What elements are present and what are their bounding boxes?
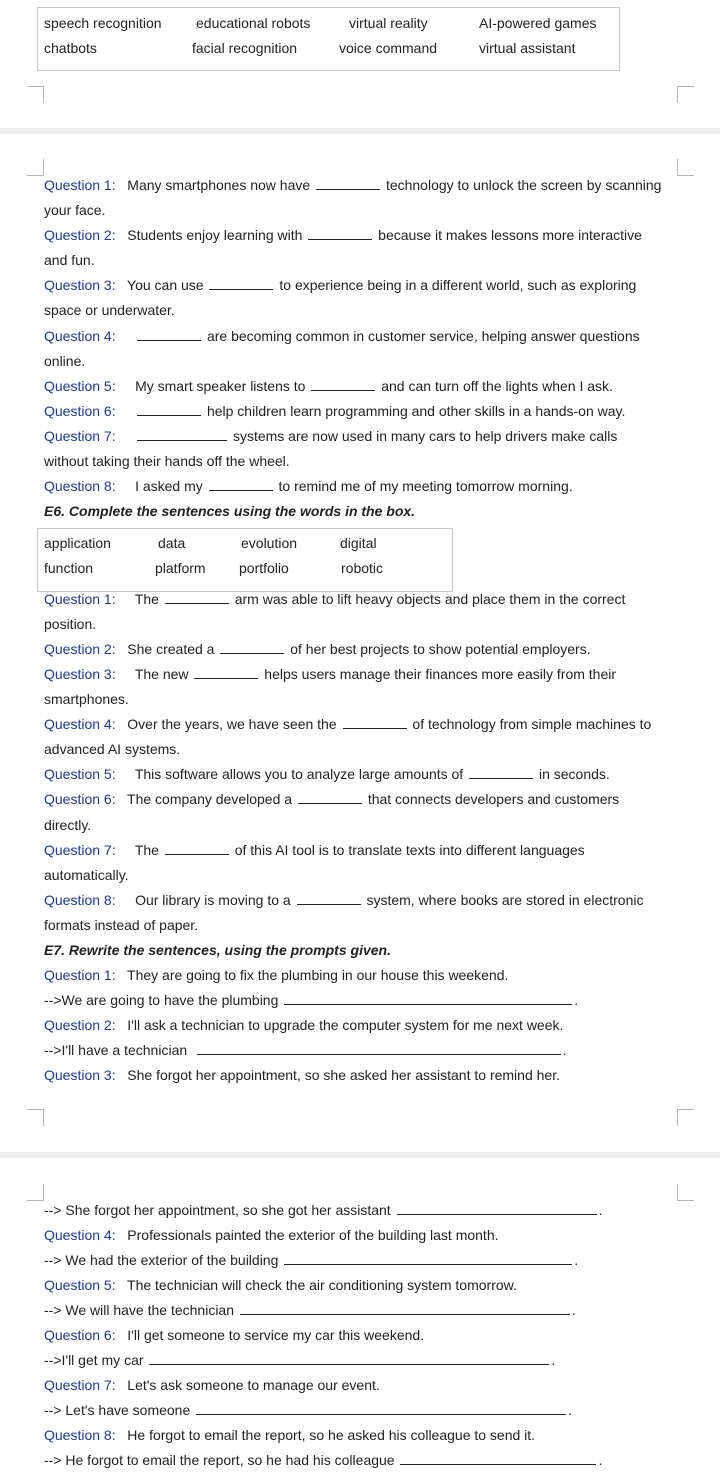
rewrite-prompt: --> Let's have someone: [44, 1402, 191, 1418]
crop-mark: [677, 86, 694, 103]
question-label: Question 4:: [44, 1227, 116, 1243]
answer-blank[interactable]: [308, 225, 372, 240]
question-text: You can use: [127, 277, 204, 293]
answer-blank[interactable]: [284, 1250, 572, 1265]
question-line: [44, 374, 613, 399]
question-line: [44, 963, 508, 988]
rewrite-prompt: --> He forgot to email the report, so he had his colleague: [44, 1452, 395, 1468]
rewrite-prompt-line: [44, 1448, 602, 1473]
question-line: [44, 1223, 499, 1248]
question-continuation: online.: [44, 353, 86, 369]
question-line: [44, 587, 625, 612]
crop-mark: [27, 1109, 44, 1126]
question-label: Question 2:: [44, 227, 116, 243]
question-line: [44, 223, 642, 248]
end-dot: .: [562, 1042, 567, 1058]
word-box-item: function: [44, 560, 94, 576]
word-box-item: speech recognition: [44, 15, 162, 31]
question-line: [44, 787, 619, 812]
word-box-item: digital: [340, 535, 377, 551]
question-label: Question 1:: [44, 177, 116, 193]
question-continuation: automatically.: [44, 867, 129, 883]
answer-blank[interactable]: [209, 476, 273, 491]
page-separator: [0, 1152, 720, 1158]
word-box-item: robotic: [341, 560, 384, 576]
question-text: that connects developers and customers: [367, 791, 620, 807]
answer-blank[interactable]: [194, 664, 258, 679]
answer-blank[interactable]: [343, 714, 407, 729]
question-label: Question 2:: [44, 641, 116, 657]
question-line: [44, 712, 651, 737]
rewrite-prompt: -->I'll have a technician: [44, 1042, 188, 1058]
crop-mark: [27, 1184, 44, 1201]
question-line: [44, 399, 625, 424]
answer-blank[interactable]: [209, 275, 273, 290]
rewrite-prompt: --> We will have the technician: [44, 1302, 234, 1318]
question-label: Question 6:: [44, 791, 116, 807]
crop-mark: [677, 159, 694, 176]
question-text: The: [134, 591, 159, 607]
question-text: are becoming common in customer service, helping answer questions: [206, 328, 640, 344]
question-label: Question 1:: [44, 967, 116, 983]
question-line: [44, 1323, 424, 1348]
question-label: Question 5:: [44, 766, 116, 782]
question-line: [44, 1273, 517, 1298]
end-dot: .: [571, 1302, 576, 1318]
question-text: Let's ask someone to manage our event.: [127, 1377, 380, 1393]
rewrite-prompt: --> We had the exterior of the building: [44, 1252, 279, 1268]
answer-blank[interactable]: [220, 639, 284, 654]
answer-blank[interactable]: [316, 175, 380, 190]
question-label: Question 3:: [44, 666, 116, 682]
rewrite-prompt: --> She forgot her appointment, so she got her assistant: [44, 1202, 391, 1218]
question-line: [44, 424, 617, 449]
question-text: Students enjoy learning with: [127, 227, 303, 243]
rewrite-prompt: -->I'll get my car: [44, 1352, 144, 1368]
question-line: [44, 662, 616, 687]
question-continuation: position.: [44, 616, 97, 632]
question-text: to remind me of my meeting tomorrow morning.: [278, 478, 573, 494]
question-text: of technology from simple machines to: [412, 716, 652, 732]
question-text: My smart speaker listens to: [135, 378, 306, 394]
question-text: and can turn off the lights when I ask.: [381, 378, 613, 394]
question-line: [44, 1373, 380, 1398]
question-label: Question 7:: [44, 1377, 116, 1393]
question-label: Question 4:: [44, 716, 116, 732]
answer-blank[interactable]: [240, 1300, 570, 1315]
answer-blank[interactable]: [137, 426, 227, 441]
question-line: [44, 888, 643, 913]
rewrite-prompt-line: [44, 988, 578, 1013]
question-continuation: without taking their hands off the wheel.: [44, 453, 290, 469]
crop-mark: [27, 159, 44, 176]
question-line: [44, 637, 591, 662]
question-continuation: your face.: [44, 202, 106, 218]
word-box-item: AI-powered games: [479, 15, 597, 31]
section-heading-e7: E7. Rewrite the sentences, using the prompts given.: [44, 942, 391, 958]
question-continuation: formats instead of paper.: [44, 917, 199, 933]
question-text: systems are now used in many cars to help drivers make calls: [232, 428, 618, 444]
question-continuation: directly.: [44, 817, 92, 833]
answer-blank[interactable]: [469, 764, 533, 779]
question-label: Question 7:: [44, 428, 116, 444]
question-text: help children learn programming and other skills in a hands-on way.: [206, 403, 626, 419]
question-label: Question 5:: [44, 1277, 116, 1293]
question-text: He forgot to email the report, so he asked his colleague to send it.: [127, 1427, 536, 1443]
question-label: Question 4:: [44, 328, 116, 344]
word-box-item: facial recognition: [192, 40, 298, 56]
answer-blank[interactable]: [297, 890, 361, 905]
answer-blank[interactable]: [298, 789, 362, 804]
question-line: [44, 762, 610, 787]
end-dot: .: [574, 1252, 579, 1268]
question-line: [44, 838, 585, 863]
question-line: [44, 273, 636, 298]
question-text: She created a: [127, 641, 215, 657]
question-line: [44, 1063, 560, 1088]
question-text: I'll ask a technician to upgrade the computer system for me next week.: [127, 1017, 564, 1033]
question-text: The technician will check the air conditioning system tomorrow.: [127, 1277, 517, 1293]
end-dot: .: [598, 1452, 603, 1468]
question-label: Question 3:: [44, 277, 116, 293]
question-text: This software allows you to analyze large amounts of: [134, 766, 464, 782]
question-label: Question 6:: [44, 1327, 116, 1343]
question-text: I asked my: [135, 478, 203, 494]
answer-blank[interactable]: [311, 376, 375, 391]
word-box-item: evolution: [241, 535, 298, 551]
question-text: Over the years, we have seen the: [127, 716, 337, 732]
question-text: to experience being in a different world, such as exploring: [279, 277, 637, 293]
answer-blank[interactable]: [400, 1450, 596, 1465]
word-box-item: data: [158, 535, 186, 551]
question-text: Many smartphones now have: [127, 177, 311, 193]
question-label: Question 3:: [44, 1067, 116, 1083]
crop-mark: [677, 1184, 694, 1201]
question-label: Question 5:: [44, 378, 116, 394]
page-separator: [0, 128, 720, 134]
question-text: I'll get someone to service my car this weekend.: [127, 1327, 425, 1343]
question-text: They are going to fix the plumbing in our house this weekend.: [127, 967, 509, 983]
answer-blank[interactable]: [284, 990, 572, 1005]
question-text: technology to unlock the screen by scanning: [385, 177, 662, 193]
end-dot: .: [574, 992, 579, 1008]
question-line: [44, 173, 661, 198]
word-box-item: educational robots: [196, 15, 311, 31]
rewrite-prompt-line: [44, 1198, 602, 1223]
crop-mark: [27, 86, 44, 103]
section-heading-e6: E6. Complete the sentences using the words in the box.: [44, 503, 416, 519]
question-text: in seconds.: [538, 766, 610, 782]
question-text: arm was able to lift heavy objects and place them in the correct: [234, 591, 626, 607]
question-continuation: and fun.: [44, 252, 95, 268]
question-text: The company developed a: [127, 791, 293, 807]
word-box-item: platform: [155, 560, 206, 576]
question-label: Question 1:: [44, 591, 116, 607]
word-box-item: virtual reality: [349, 15, 428, 31]
end-dot: .: [568, 1402, 573, 1418]
word-box-e5: [37, 7, 620, 71]
word-box-item: application: [44, 535, 111, 551]
answer-blank[interactable]: [196, 1400, 566, 1415]
rewrite-prompt-line: [44, 1038, 567, 1063]
answer-blank[interactable]: [197, 1040, 561, 1055]
question-continuation: smartphones.: [44, 691, 129, 707]
word-box-item: chatbots: [44, 40, 97, 56]
question-line: [44, 1013, 563, 1038]
word-box-item: portfolio: [239, 560, 289, 576]
rewrite-prompt-line: [44, 1398, 572, 1423]
answer-blank[interactable]: [397, 1200, 597, 1215]
question-line: [44, 474, 573, 499]
question-text: The: [134, 842, 159, 858]
answer-blank[interactable]: [137, 326, 201, 341]
question-label: Question 8:: [44, 478, 116, 494]
question-text: Professionals painted the exterior of the building last month.: [127, 1227, 499, 1243]
end-dot: .: [598, 1202, 603, 1218]
rewrite-prompt-line: [44, 1248, 578, 1273]
word-box-item: voice command: [339, 40, 438, 56]
question-label: Question 2:: [44, 1017, 116, 1033]
word-box-e6: [37, 528, 453, 592]
answer-blank[interactable]: [149, 1350, 549, 1365]
question-line: [44, 324, 640, 349]
rewrite-prompt-line: [44, 1298, 576, 1323]
question-label: Question 8:: [44, 892, 116, 908]
question-text: She forgot her appointment, so she asked her assistant to remind her.: [127, 1067, 560, 1083]
question-text: Our library is moving to a: [135, 892, 291, 908]
question-continuation: advanced AI systems.: [44, 741, 181, 757]
rewrite-prompt-line: [44, 1348, 555, 1373]
question-label: Question 6:: [44, 403, 116, 419]
question-label: Question 7:: [44, 842, 116, 858]
question-text: helps users manage their finances more easily from their: [264, 666, 617, 682]
word-box-item: virtual assistant: [479, 40, 576, 56]
answer-blank[interactable]: [165, 589, 229, 604]
question-continuation: space or underwater.: [44, 302, 175, 318]
crop-mark: [677, 1109, 694, 1126]
question-text: The new: [134, 666, 189, 682]
question-text: of this AI tool is to translate texts into different languages: [234, 842, 585, 858]
question-text: system, where books are stored in electronic: [366, 892, 644, 908]
answer-blank[interactable]: [137, 401, 201, 416]
question-text: because it makes lessons more interactive: [378, 227, 642, 243]
rewrite-prompt: -->We are going to have the plumbing: [44, 992, 279, 1008]
end-dot: .: [551, 1352, 556, 1368]
answer-blank[interactable]: [165, 840, 229, 855]
question-line: [44, 1423, 535, 1448]
question-label: Question 8:: [44, 1427, 116, 1443]
question-text: of her best projects to show potential employers.: [290, 641, 591, 657]
